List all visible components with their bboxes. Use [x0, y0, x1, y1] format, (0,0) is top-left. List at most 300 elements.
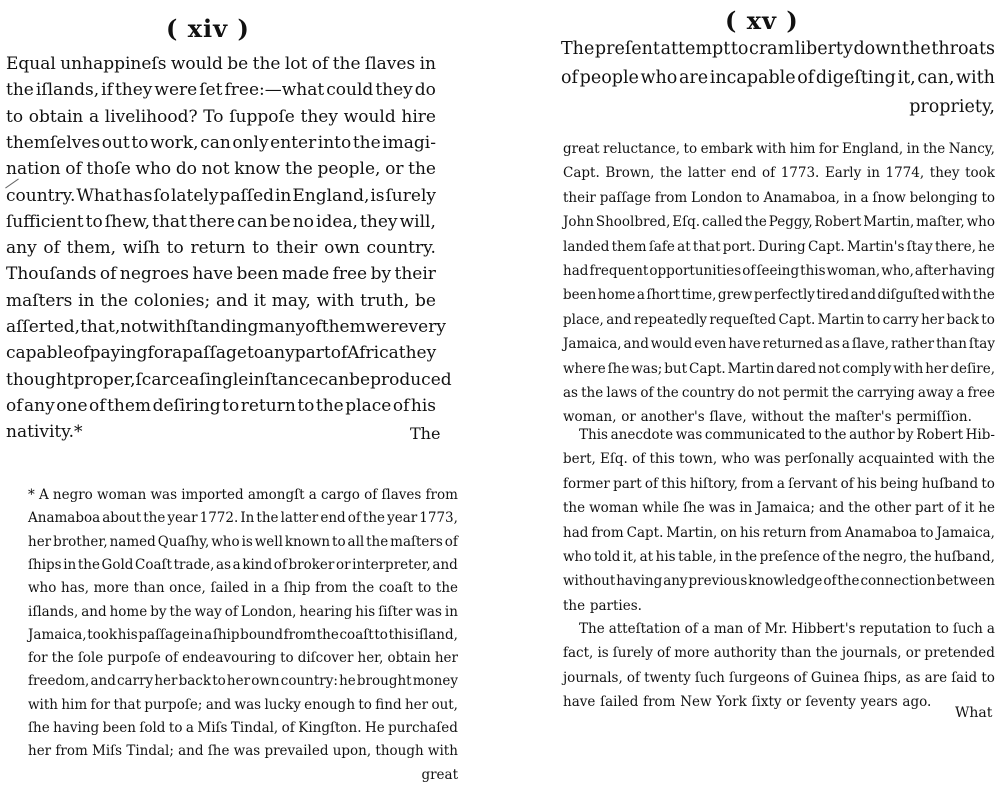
- word: into: [317, 132, 352, 153]
- word: Jamaica;: [756, 500, 815, 517]
- text-line: [561, 35, 995, 63]
- word: a: [271, 580, 280, 597]
- word: Martin: [817, 311, 865, 328]
- word: that: [152, 211, 187, 232]
- word: if: [101, 80, 113, 101]
- word: would: [650, 336, 693, 353]
- word: or: [335, 556, 351, 573]
- word: them: [321, 317, 366, 337]
- word: of: [6, 395, 23, 416]
- word: ſafe: [648, 238, 675, 255]
- word: not: [818, 360, 841, 377]
- word: any: [24, 395, 55, 416]
- text-line: [563, 545, 995, 569]
- word: of: [761, 165, 776, 182]
- word: the: [563, 500, 586, 517]
- word: know: [234, 159, 281, 180]
- word: lately: [170, 185, 219, 206]
- word: hearing: [299, 603, 353, 620]
- word: of: [330, 343, 348, 364]
- word: the: [332, 54, 361, 74]
- text-line: [563, 137, 995, 161]
- word: of: [947, 500, 961, 517]
- word: a: [986, 621, 995, 637]
- word: were: [365, 317, 409, 337]
- word: on: [720, 524, 738, 541]
- word: to: [332, 533, 346, 550]
- word: country: [681, 385, 735, 401]
- word: from: [315, 580, 348, 597]
- word: a: [956, 385, 965, 401]
- word: attempt: [660, 39, 731, 59]
- word: ſiſter: [378, 603, 413, 620]
- word: was: [150, 487, 178, 503]
- word: coaſt: [339, 626, 374, 643]
- word: to: [131, 132, 149, 153]
- word: way: [194, 603, 222, 620]
- word: who: [640, 68, 678, 88]
- word: return: [190, 238, 246, 259]
- word: can: [200, 132, 231, 153]
- word: that,: [80, 317, 121, 337]
- word: to: [981, 475, 995, 492]
- word: this: [649, 451, 675, 468]
- word: the: [656, 385, 679, 401]
- word: even: [694, 336, 727, 353]
- word: ſuppoſe: [229, 106, 295, 127]
- word: a: [636, 287, 645, 304]
- word: broker: [288, 556, 335, 573]
- text-line: [6, 236, 436, 261]
- word: with: [956, 68, 995, 88]
- word: with: [756, 141, 787, 157]
- word: ſurely: [385, 185, 436, 206]
- word: home: [109, 603, 148, 620]
- word: Martin: [727, 360, 775, 377]
- word: part: [294, 343, 331, 364]
- word: The: [561, 39, 595, 59]
- word: obtain: [387, 650, 431, 667]
- word: her: [226, 673, 251, 690]
- word: preſence: [759, 549, 820, 565]
- word: ſhips,: [863, 669, 902, 686]
- word: with: [427, 743, 458, 760]
- text-line: [563, 569, 995, 593]
- word: the: [51, 650, 74, 667]
- word: thought: [6, 369, 74, 390]
- text-line: [28, 554, 458, 576]
- word: Martin's: [846, 238, 905, 255]
- word: one: [56, 395, 88, 416]
- word: iſlands,: [28, 603, 79, 620]
- word: nation: [6, 159, 61, 180]
- text-line: [6, 262, 436, 287]
- word: laws: [606, 385, 638, 401]
- word: latter: [280, 510, 319, 527]
- word: with: [28, 696, 58, 713]
- word: ſet: [199, 80, 223, 101]
- word: tired: [816, 287, 850, 304]
- word: acquainted: [858, 451, 935, 468]
- word: obtain: [28, 106, 84, 127]
- word: and: [205, 696, 232, 713]
- word: notwithſtanding: [120, 317, 259, 337]
- word: them: [107, 395, 152, 416]
- word: the: [316, 626, 339, 643]
- word: upon,: [332, 743, 372, 760]
- text-line: [28, 601, 458, 623]
- word: Africa: [347, 343, 399, 364]
- word: requeſted: [709, 311, 777, 328]
- word: Eſq.: [672, 214, 701, 231]
- word: a: [860, 189, 869, 206]
- word: her: [154, 673, 178, 690]
- word: who: [28, 580, 57, 597]
- word: very: [408, 317, 446, 337]
- word: home: [597, 287, 636, 304]
- word: is: [597, 645, 609, 662]
- word: woman: [589, 500, 639, 517]
- text-line: [28, 740, 458, 762]
- word: carrying: [856, 385, 915, 401]
- word: ſlave,: [709, 409, 747, 426]
- left-page: [0, 0, 470, 783]
- text-line: [563, 496, 995, 520]
- word: ſold: [139, 720, 166, 736]
- word: and: [81, 603, 107, 620]
- word: are: [924, 669, 948, 686]
- word: in: [843, 189, 857, 206]
- word: can,: [917, 68, 955, 88]
- word: freedom,: [28, 673, 90, 690]
- word: them,: [66, 238, 117, 259]
- word: Jamaica,: [936, 524, 995, 541]
- word: coaſt: [378, 580, 414, 597]
- word: bound: [240, 626, 283, 643]
- word: the: [848, 500, 871, 517]
- word: than: [936, 336, 967, 353]
- word: London: [691, 189, 743, 206]
- word: and: [623, 336, 649, 353]
- word: of: [364, 487, 378, 503]
- word: be: [415, 290, 436, 311]
- word: lucky: [264, 696, 301, 713]
- word: and: [850, 287, 877, 304]
- word: for: [90, 696, 111, 713]
- word: Jamaica,: [28, 626, 87, 643]
- word: from: [654, 189, 688, 206]
- word: repeatedly: [633, 311, 708, 328]
- word: people: [579, 68, 639, 88]
- word: comply: [842, 360, 892, 377]
- word: having: [948, 263, 995, 279]
- word: ſnow: [872, 189, 906, 206]
- word: her,: [357, 650, 384, 667]
- word: was: [415, 603, 442, 620]
- word: of: [99, 264, 117, 285]
- word: ſuch: [952, 621, 983, 637]
- word: year: [167, 510, 198, 527]
- word: inſtance: [248, 369, 319, 390]
- word: will,: [399, 211, 436, 232]
- word: that: [113, 696, 142, 713]
- word: to: [730, 39, 749, 59]
- word: in: [253, 580, 267, 597]
- word: other: [874, 500, 912, 517]
- word: any: [264, 343, 295, 364]
- text-line: [28, 694, 458, 716]
- word: ſcarce: [135, 369, 190, 390]
- word: Equal: [6, 54, 56, 74]
- text-line: [561, 64, 995, 92]
- word: Capt.: [807, 238, 845, 255]
- word: huſband,: [934, 549, 995, 565]
- word: to: [866, 311, 881, 328]
- word: author: [849, 427, 895, 443]
- word: was: [754, 451, 781, 468]
- word: who: [721, 451, 750, 468]
- word: ſufficient: [6, 211, 84, 232]
- word: of: [640, 385, 654, 401]
- word: diſcover: [297, 650, 354, 667]
- word: of: [822, 549, 836, 565]
- word: their: [394, 264, 436, 285]
- word: enter: [270, 132, 317, 153]
- word: all: [347, 533, 365, 550]
- word: opportunities: [649, 263, 742, 279]
- word: were: [154, 80, 198, 101]
- word: be: [269, 211, 291, 232]
- word: of: [311, 54, 329, 74]
- word: to: [212, 673, 226, 690]
- word: as: [563, 385, 578, 401]
- word: of: [797, 68, 815, 88]
- word: maſters: [390, 533, 443, 550]
- word: of: [444, 533, 458, 550]
- word: not: [757, 385, 780, 401]
- word: at: [677, 238, 691, 255]
- text-line: [563, 447, 995, 471]
- page-number-right: ( xv ): [725, 6, 799, 35]
- word: being: [880, 475, 919, 492]
- word: was;: [631, 360, 663, 377]
- word: a: [88, 106, 100, 127]
- word: to: [222, 395, 240, 416]
- word: free: [967, 385, 995, 401]
- word: the: [100, 290, 129, 311]
- word: 1774,: [885, 165, 925, 182]
- word: hire: [401, 106, 436, 127]
- word: by: [370, 264, 392, 285]
- word: Coaſt: [135, 556, 172, 573]
- word: the: [831, 385, 854, 401]
- text-line: [6, 52, 436, 77]
- word: this: [800, 263, 826, 279]
- catchword-right: What: [955, 705, 993, 721]
- word: with: [893, 360, 924, 377]
- word: to: [168, 720, 183, 736]
- word: from: [425, 487, 458, 503]
- word: part: [613, 475, 642, 492]
- word: reputation: [859, 621, 932, 637]
- word: or: [385, 159, 404, 180]
- word: negroes: [119, 264, 189, 285]
- word: in: [719, 549, 733, 565]
- word: ſhip: [283, 580, 311, 597]
- word: ſaid: [951, 669, 978, 686]
- word: out: [101, 132, 130, 153]
- word: Robert: [814, 214, 862, 231]
- text-line: [579, 423, 995, 447]
- word: from: [809, 524, 842, 541]
- word: any: [663, 573, 688, 590]
- word: maſters: [6, 290, 73, 311]
- word: who: [563, 549, 592, 565]
- word: is: [241, 533, 253, 550]
- word: belonging: [909, 189, 978, 206]
- word: To: [203, 106, 224, 127]
- text-line: [563, 381, 995, 405]
- word: Gold: [101, 556, 134, 573]
- word: but: [664, 360, 688, 377]
- word: work,: [149, 132, 199, 153]
- word: Peggy,: [768, 214, 813, 231]
- word: his: [117, 626, 138, 643]
- word: would: [343, 106, 396, 127]
- word: cargo: [321, 487, 360, 503]
- text-line: [28, 531, 458, 553]
- word: Capt.: [778, 311, 816, 328]
- word: Capt.: [688, 360, 726, 377]
- word: pretended: [924, 645, 995, 662]
- text-line: [6, 131, 436, 156]
- word: prevailed: [264, 743, 329, 760]
- word: cram: [749, 39, 795, 59]
- word: of: [644, 475, 658, 492]
- word: embark: [700, 141, 753, 157]
- word: was: [708, 500, 736, 517]
- word: country.: [366, 238, 436, 259]
- word: to: [6, 106, 24, 127]
- text-line: [6, 105, 436, 130]
- word: lot: [284, 54, 308, 74]
- word: liberty: [794, 39, 853, 59]
- word: though: [375, 743, 424, 760]
- word: a: [172, 343, 183, 364]
- word: bert,: [563, 451, 596, 468]
- word: idea,: [316, 211, 358, 232]
- word: his: [856, 475, 877, 492]
- word: called: [701, 214, 743, 231]
- word: to: [297, 395, 315, 416]
- word: the: [435, 580, 458, 597]
- text-line: [28, 647, 458, 669]
- word: a: [232, 556, 241, 573]
- word: ſhips: [28, 556, 62, 573]
- word: parties.: [589, 597, 642, 614]
- word: their: [563, 189, 596, 206]
- word: end: [320, 510, 346, 527]
- word: years: [860, 694, 898, 711]
- word: anecdote: [610, 427, 674, 443]
- text-line: [6, 157, 436, 182]
- word: back: [178, 673, 212, 690]
- word: at: [639, 549, 654, 565]
- word: woman: [97, 487, 147, 503]
- word: Anamaboa: [844, 524, 918, 541]
- word: to: [981, 311, 995, 328]
- word: many: [258, 317, 306, 337]
- word: him: [61, 696, 88, 713]
- word: as: [216, 556, 232, 573]
- word: a: [776, 475, 785, 492]
- word: took: [87, 626, 118, 643]
- word: of: [823, 573, 837, 590]
- text-line: [563, 186, 995, 210]
- word: who,: [881, 263, 914, 279]
- word: of: [73, 343, 90, 364]
- word: known: [284, 533, 331, 550]
- text-line: propriety,: [909, 97, 995, 117]
- word: truth,: [360, 290, 410, 311]
- text-line: [6, 78, 436, 103]
- word: his: [740, 524, 760, 541]
- word: ſuch: [694, 669, 725, 686]
- word: the: [838, 549, 861, 565]
- word: or: [905, 645, 921, 662]
- word: Anamaboa: [28, 510, 101, 527]
- word: for: [147, 343, 173, 364]
- word: return: [762, 524, 807, 541]
- word: Kingſton.: [298, 720, 362, 736]
- word: maſter,: [916, 214, 965, 231]
- word: as: [905, 669, 921, 686]
- word: ſhip: [212, 626, 240, 643]
- word: table,: [678, 549, 717, 565]
- word: his: [410, 395, 436, 416]
- text-line: [28, 507, 458, 529]
- word: than: [780, 645, 812, 662]
- word: to: [808, 427, 822, 443]
- word: this: [661, 475, 687, 492]
- word: John: [563, 214, 594, 231]
- word: him: [789, 141, 816, 157]
- text-line: [563, 210, 995, 234]
- word: her: [925, 360, 949, 377]
- word: to: [935, 621, 949, 637]
- word: communicated: [704, 427, 806, 443]
- word: produced: [370, 369, 452, 390]
- word: Capt.: [626, 524, 664, 541]
- word: frequent: [589, 263, 649, 279]
- word: the: [252, 54, 281, 74]
- word: This: [579, 427, 608, 443]
- word: landed: [563, 238, 610, 255]
- word: aſſerted,: [6, 317, 81, 337]
- word: to: [246, 343, 265, 364]
- word: of: [626, 669, 640, 686]
- word: in: [866, 165, 880, 182]
- word: time,: [681, 287, 717, 304]
- word: Brown,: [605, 165, 655, 182]
- word: had: [563, 263, 589, 279]
- word: place,: [563, 311, 604, 328]
- text-line: [563, 332, 995, 356]
- word: and: [178, 743, 204, 760]
- word: the: [824, 427, 847, 443]
- text-line: [28, 670, 458, 692]
- word: to: [280, 650, 294, 667]
